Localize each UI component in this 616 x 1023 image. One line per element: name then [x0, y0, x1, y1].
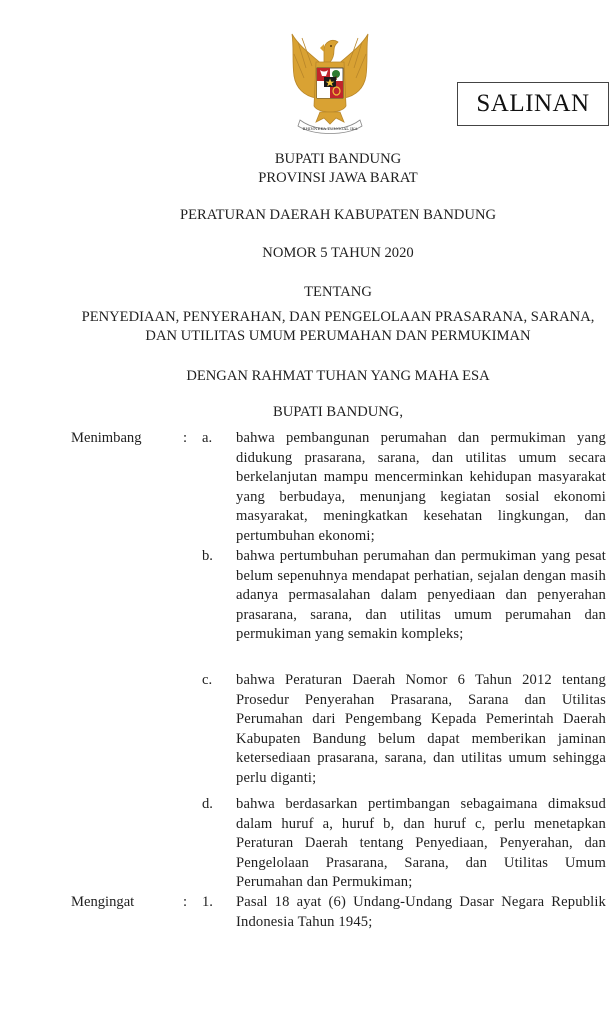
menimbang-label: Menimbang [71, 430, 142, 446]
item-text: bahwa pertumbuhan perumahan dan permukiman yang pesat belum sepenuhnya mendapat perhatian, sejalan dengan masih adanya permasalahan dalam penyediaan dan penyerahan prasarana, sarana, dan utilitas umum perumahan dan permukiman yang semakin kompleks; [236, 548, 606, 643]
item-text: Pasal 18 ayat (6) Undang-Undang Dasar Negara Republik Indonesia Tahun 1945; [236, 894, 606, 930]
item-marker: d. [202, 796, 213, 812]
item-marker: c. [202, 672, 213, 688]
item-marker: 1. [202, 894, 213, 910]
invocation: DENGAN RAHMAT TUHAN YANG MAHA ESA [186, 368, 490, 384]
about-heading: TENTANG [304, 284, 372, 300]
garuda-emblem-icon [286, 28, 374, 140]
salinan-label: SALINAN [476, 90, 590, 117]
salinan-stamp [457, 82, 609, 126]
item-text: bahwa Peraturan Daerah Nomor 6 Tahun 2012 tentang Prosedur Penyerahan Prasarana, Sarana dan Utilitas Perumahan dari Pengembang Kepada Pemerintah Daerah Kabupaten Bandung belum dapat memberikan jaminan ketersediaan prasarana, sarana, dan utilitas umum sehingga perlu diganti; [236, 672, 606, 786]
issuer-line-2: PROVINSI JAWA BARAT [258, 170, 418, 186]
signatory-heading: BUPATI BANDUNG, [272, 404, 403, 420]
item-marker: b. [202, 548, 213, 564]
subject-line-2: DAN UTILITAS UMUM PERUMAHAN DAN PERMUKIMAN [145, 328, 531, 344]
item-text: bahwa berdasarkan pertimbangan sebagaimana dimaksud dalam huruf a, huruf b, dan huruf c, perlu menetapkan Peraturan Daerah tentang Penyediaan, Penyerahan, dan Pengelolaan Prasarana, Sarana, dan Utilitas Umum Perumahan dan Permukiman; [236, 796, 606, 891]
item-marker: a. [202, 430, 213, 446]
mengingat-colon: : [183, 894, 188, 910]
menimbang-colon: : [183, 430, 188, 446]
issuer-line-1: BUPATI BANDUNG [274, 151, 402, 167]
item-text: bahwa pembangunan perumahan dan permukiman yang didukung prasarana, sarana, dan utilitas umum secara berkelanjutan mampu mencerminkan kehidupan masyarakat yang berbudaya, menunjang kegiatan sosial ekonomi masyarakat, meningkatkan kesehatan lingkungan, dan pertumbuhan ekonomi; [236, 430, 606, 544]
regulation-type: PERATURAN DAERAH KABUPATEN BANDUNG [179, 207, 497, 223]
emblem-ribbon-text: BHINNEKA TUNGGAL IKA [302, 126, 358, 131]
subject-line-1: PENYEDIAAN, PENYERAHAN, DAN PENGELOLAAN PRASARANA, SARANA, [81, 309, 595, 325]
mengingat-label: Mengingat [71, 894, 135, 910]
regulation-number: NOMOR 5 TAHUN 2020 [262, 245, 414, 261]
